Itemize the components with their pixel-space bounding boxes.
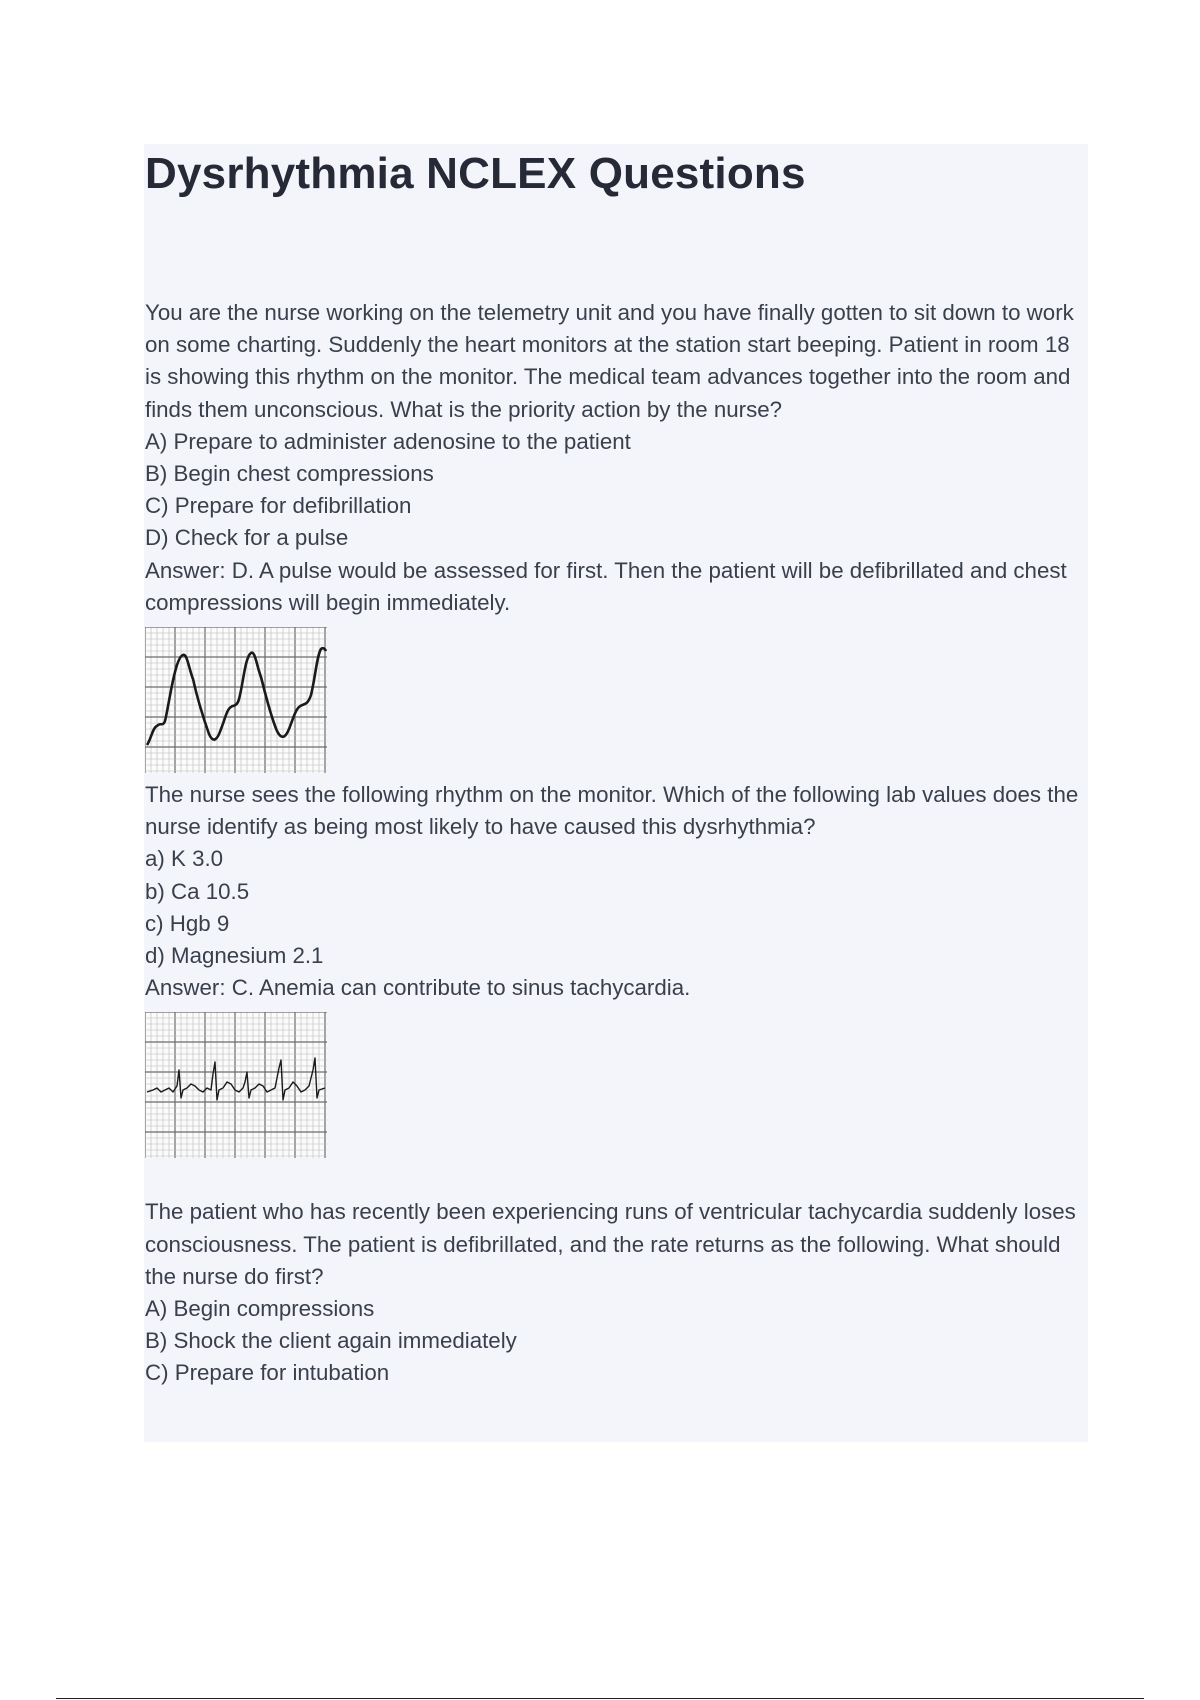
- option: D) Check for a pulse: [145, 525, 349, 551]
- option: A) Begin compressions: [145, 1296, 375, 1322]
- ecg-strip-sinus-tach: [145, 1012, 327, 1158]
- option: b) Ca 10.5: [145, 878, 250, 904]
- option: B) Begin chest compressions: [145, 461, 434, 487]
- answer-text: Answer: C. Anemia can contribute to sinus tachycardia.: [145, 975, 691, 1001]
- question-stem: The patient who has recently been experiencing runs of ventricular tachycardia suddenly loses consciousness. The patient is defibrillated, and the rate returns as the following. What should the nurse do first?: [145, 1199, 1076, 1289]
- option: C) Prepare for defibrillation: [145, 493, 412, 519]
- option: a) K 3.0: [145, 846, 224, 872]
- option: c) Hgb 9: [145, 910, 230, 936]
- question-stem: The nurse sees the following rhythm on the monitor. Which of the following lab values does the nurse identify as being most likely to have caused this dysrhythmia?: [145, 782, 1079, 840]
- answer-text: Answer: D. A pulse would be assessed for first. Then the patient will be defibrillated and chest compressions will begin immediately.: [145, 557, 1067, 615]
- question-2: [145, 779, 1085, 1004]
- ecg-trace: [147, 648, 326, 745]
- question-stem: You are the nurse working on the telemetry unit and you have finally gotten to sit down to work on some charting. Suddenly the heart monitors at the station start beeping. Patient in room 18 is showing this rhythm on the monitor. The medical team advances together into the room and finds them unconscious. What is the priority action by the nurse?: [145, 300, 1074, 422]
- question-3: [145, 1196, 1085, 1389]
- footer-rule: [56, 1698, 1144, 1699]
- option: A) Prepare to administer adenosine to the patient: [145, 428, 631, 454]
- ecg-trace: [147, 1058, 325, 1100]
- option: B) Shock the client again immediately: [145, 1328, 517, 1354]
- ecg-grid: [145, 627, 327, 773]
- ecg-grid: [145, 1012, 327, 1158]
- document-content: [145, 144, 1085, 1390]
- option: C) Prepare for intubation: [145, 1360, 390, 1386]
- ecg-strip-vtach: [145, 627, 327, 773]
- page-title: Dysrhythmia NCLEX Questions: [145, 149, 806, 198]
- question-1: [145, 297, 1085, 619]
- option: d) Magnesium 2.1: [145, 943, 324, 969]
